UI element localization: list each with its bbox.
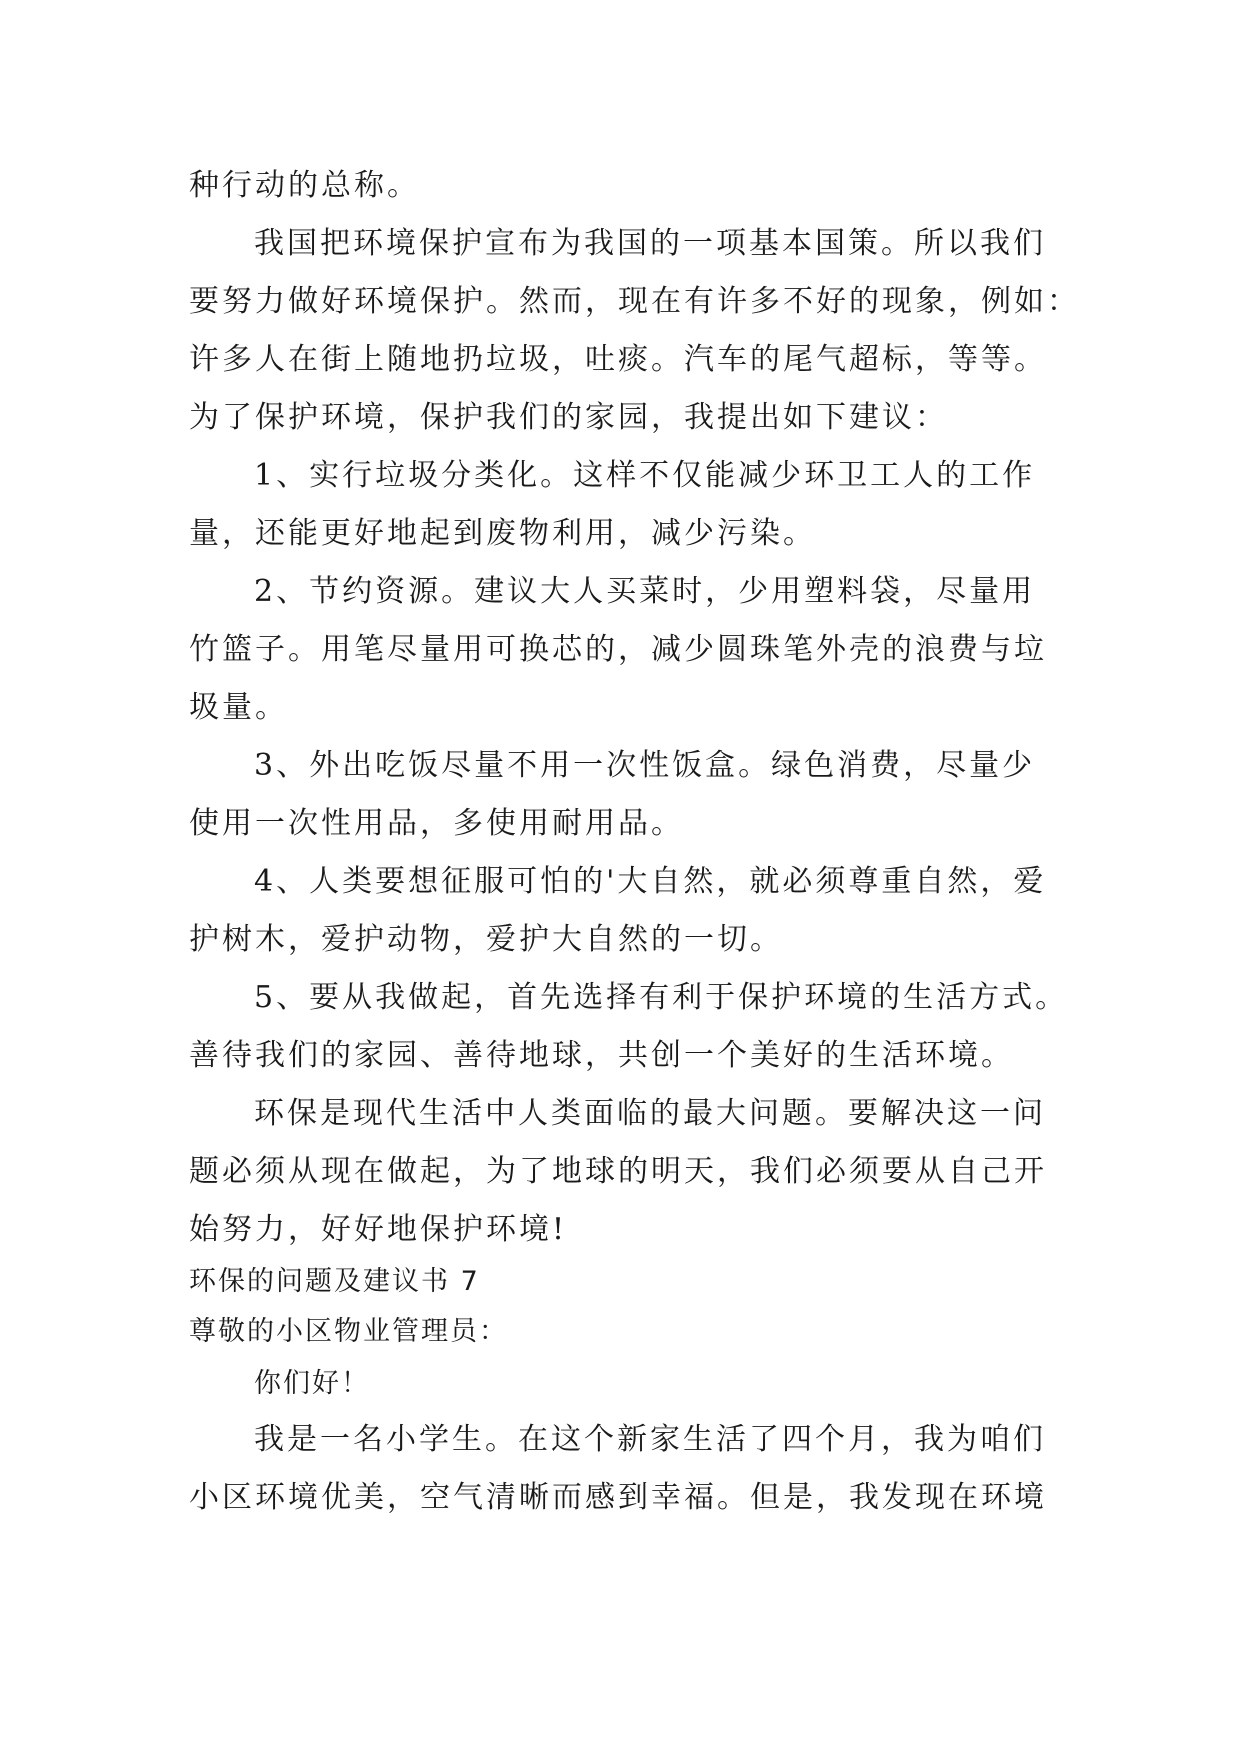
text-line: 种行动的总称。 (189, 168, 420, 203)
text-line: 5、要从我做起，首先选择有利于保护环境的生活方式。 (254, 980, 1069, 1015)
text-line: 1、实行垃圾分类化。这样不仅能减少环卫工人的工作 (254, 458, 1036, 493)
text-line: 我是一名小学生。在这个新家生活了四个月，我为咱们 (254, 1422, 1046, 1457)
text-line: 题必须从现在做起，为了地球的明天，我们必须要从自己开 (189, 1154, 1047, 1189)
text-line: 竹篮子。用笔尽量用可换芯的，减少圆珠笔外壳的浪费与垃 (189, 632, 1047, 667)
text-line: 善待我们的家园、善待地球，共创一个美好的生活环境。 (189, 1038, 1014, 1073)
section-heading: 环保的问题及建议书 7 (189, 1266, 480, 1297)
text-line: 4、人类要想征服可怕的'大自然，就必须尊重自然，爱 (254, 864, 1047, 899)
text-line: 量，还能更好地起到废物利用，减少污染。 (189, 516, 816, 551)
text-line: 护树木，爱护动物，爱护大自然的一切。 (189, 922, 783, 957)
text-line: 2、节约资源。建议大人买菜时，少用塑料袋，尽量用 (254, 574, 1036, 609)
text-line: 许多人在街上随地扔垃圾，吐痰。汽车的尾气超标，等等。 (189, 342, 1047, 377)
text-line: 始努力，好好地保护环境! (189, 1212, 568, 1247)
text-line: 3、外出吃饭尽量不用一次性饭盒。绿色消费，尽量少 (254, 748, 1036, 783)
text-line: 小区环境优美，空气清晰而感到幸福。但是，我发现在环境 (189, 1480, 1047, 1515)
text-line: 使用一次性用品，多使用耐用品。 (189, 806, 684, 841)
salutation: 尊敬的小区物业管理员： (189, 1316, 508, 1347)
text-line: 要努力做好环境保护。然而，现在有许多不好的现象，例如： (189, 284, 1080, 319)
text-line: 我国把环境保护宣布为我国的一项基本国策。所以我们 (254, 226, 1046, 261)
text-line: 为了保护环境，保护我们的家园，我提出如下建议： (189, 400, 948, 435)
text-line: 环保是现代生活中人类面临的最大问题。要解决这一问 (254, 1096, 1046, 1131)
greeting: 你们好！ (254, 1368, 370, 1399)
text-line: 圾量。 (189, 690, 288, 725)
